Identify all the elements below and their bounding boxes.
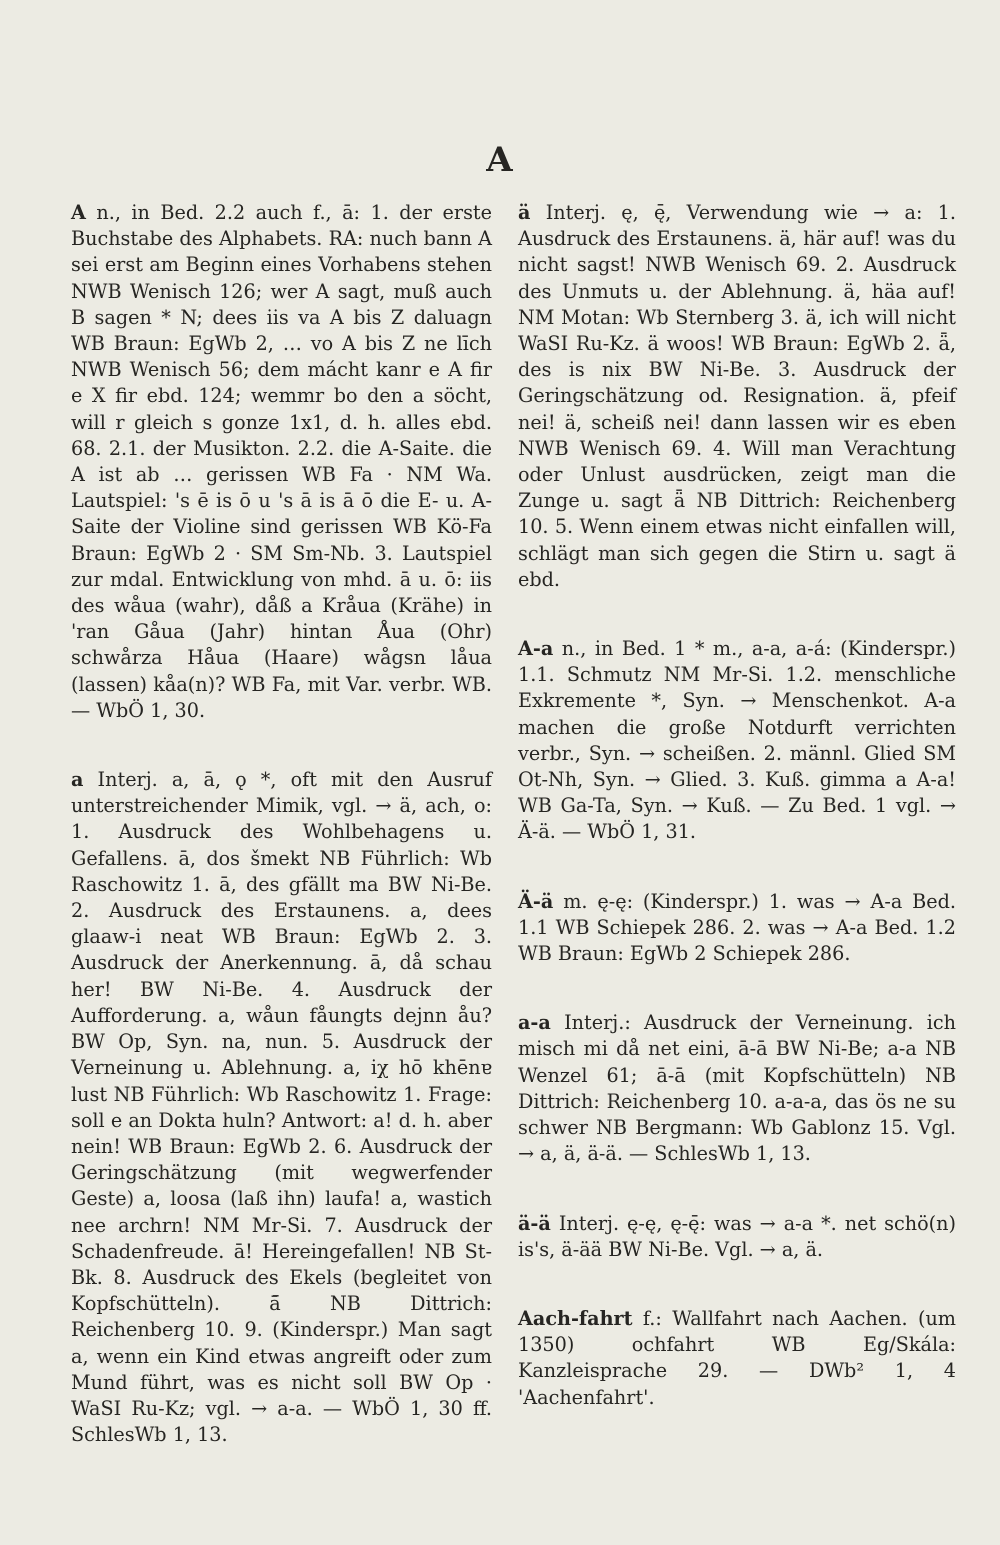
dictionary-entry [518,636,956,846]
entry-text: Interj. ę, ę̄, Verwendung wie → a: 1. Ausdruck des Erstaunens. ä, här auf! was du nicht sagst! NWB Wenisch 69. 2. Ausdruck des Unmuts u. der Ablehnung. ä, häa auf! NM Motan: Wb Sternberg 3. ä, ich will nicht WaSI Ru-Kz. ä woos! WB Braun: EgWb 2. ǟ, des is nix BW Ni-Be. 3. Ausdruck der Geringschätzung od. Resignation. ä, pfeif nei! ä, scheiß nei! dann lassen wir es eben NWB Wenisch 69. 4. Will man Verachtung oder Unlust ausdrücken, zeigt man die Zunge u. sagt ǟ NB Dittrich: Reichenberg 10. 5. Wenn einem etwas nicht einfallen will, schlägt man sich gegen die Stirn u. sagt ä ebd. [518,201,956,591]
dictionary-entry [518,1010,956,1167]
entry-headword: a [71,768,84,792]
entry-text: Interj.: Ausdruck der Verneinung. ich misch mi då net eini, ā-ā BW Ni-Be; a-a NB Wenzel 61; ā-ā (mit Kopfschütteln) NB Dittrich: Reichenberg 10. a-a-a, das ös ne su schwer NB Bergmann: Wb Gablonz 15. Vgl. → a, ä, ä-ä. — SchlesWb 1, 13. [518,1011,956,1166]
dictionary-entry [518,889,956,968]
entry-text: n., in Bed. 2.2 auch f., ā: 1. der erste Buchstabe des Alphabets. RA: nuch bann A sei erst am Beginn eines Vorhabens stehen NWB Wenisch 126; wer A sagt, muß auch B sagen * N; dees iis va A bis Z daluagn WB Braun: EgWb 2, … vo A bis Z ne līch NWB Wenisch 56; dem mácht kanr e A fir e X fir ebd. 124; wemmr bo den a söcht, will r gleich s gonze 1x1, d. h. alles ebd. 68. 2.1. der Musikton. 2.2. die A-Saite. die A ist ab … gerissen WB Fa · NM Wa. Lautspiel: 's ē is ō u 's ā is ā ō die E- u. A-Saite der Violine sind gerissen WB Kö-Fa Braun: EgWb 2 · SM Sm-Nb. 3. Lautspiel zur mdal. Entwicklung von mhd. ā u. ō: iis des wåua (wahr), dåß a Kråua (Krähe) in 'ran Gåua (Jahr) hintan Åua (Ohr) schwårza Håua (Haare) wågsn låua (lassen) kåa(n)? WB Fa, mit Var. verbr. WB. — WbÖ 1, 30. [71,201,492,722]
section-letter: A [486,140,514,180]
entry-headword: ä-ä [518,1211,551,1235]
entry-text: Interj. a, ā, ǫ *, oft mit den Ausruf unterstreichender Mimik, vgl. → ä, ach, o: 1. Ausdruck des Wohlbehagens u. Gefallens. ā, dos šmekt NB Führlich: Wb Raschowitz 1. ā, des gfällt ma BW Ni-Be. 2. Ausdruck des Erstaunens. a, dees glaaw-i neat WB Braun: EgWb 2. 3. Ausdruck der Anerkennung. ā, då schau her! BW Ni-Be. 4. Ausdruck der Aufforderung. a, wåun fåungts dejnn åu? BW Op, Syn. na, nun. 5. Ausdruck der Verneinung u. Ablehnung. a, iχ hō khēnɐ lust NB Führlich: Wb Raschowitz 1. Frage: soll e an Dokta huln? Antwort: a! d. h. aber nein! WB Braun: EgWb 2. 6. Ausdruck der Geringschätzung (mit wegwerfender Geste) a, loosa (laß ihn) laufa! a, wastich nee archrn! NM Mr-Si. 7. Ausdruck der Schadenfreude. ā! Hereingefallen! NB St-Bk. 8. Ausdruck des Ekels (begleitet von Kopfschütteln). ā̄ NB Dittrich: Reichenberg 10. 9. (Kinderspr.) Man sagt a, wenn ein Kind etwas angreift oder zum Mund führt, was es nicht soll BW Op · WaSI Ru-Kz; vgl. → a-a. — WbÖ 1, 30 ff. SchlesWb 1, 13. [71,768,492,1447]
entry-headword: ä [518,201,531,224]
entry-headword: a-a [518,1011,551,1035]
dictionary-entry [71,767,492,1448]
entry-text: m. ę-ę: (Kinderspr.) 1. was → A-a Bed. 1.1 WB Schiepek 286. 2. was → A-a Bed. 1.2 WB Braun: EgWb 2 Schiepek 286. [518,889,956,966]
dictionary-entry [518,1306,956,1411]
dictionary-entry [518,1211,956,1263]
right-column [518,200,956,1454]
entry-text: f.: Wallfahrt nach Aachen. (um 1350) ochfahrt WB Eg/Skála: Kanzleisprache 29. — DWb² 1, 4 'Aachenfahrt'. [518,1306,956,1409]
dictionary-entry [518,200,956,593]
dictionary-entry [71,200,492,724]
entry-headword: Ä-ä [518,889,554,913]
entry-headword: Aach-fahrt [518,1306,633,1330]
entry-text: n., in Bed. 1 * m., a-a, a-á: (Kinderspr.) 1.1. Schmutz NM Mr-Si. 1.2. menschliche Exkremente *, Syn. → Menschenkot. A-a machen die große Notdurft verrichten verbr., Syn. → scheißen. 2. männl. Glied SM Ot-Nh, Syn. → Glied. 3. Kuß. gimma a A-a! WB Ga-Ta, Syn. → Kuß. — Zu Bed. 1 vgl. → Ä-ä. — WbÖ 1, 31. [518,637,956,844]
left-column [71,200,492,1491]
entry-headword: A-a [518,637,554,661]
entry-headword: A [71,201,86,224]
entry-text: Interj. ę-ę, ę-ę̄: was → a-a *. net schö(n) is's, ä-ää BW Ni-Be. Vgl. → a, ä. [518,1211,956,1261]
